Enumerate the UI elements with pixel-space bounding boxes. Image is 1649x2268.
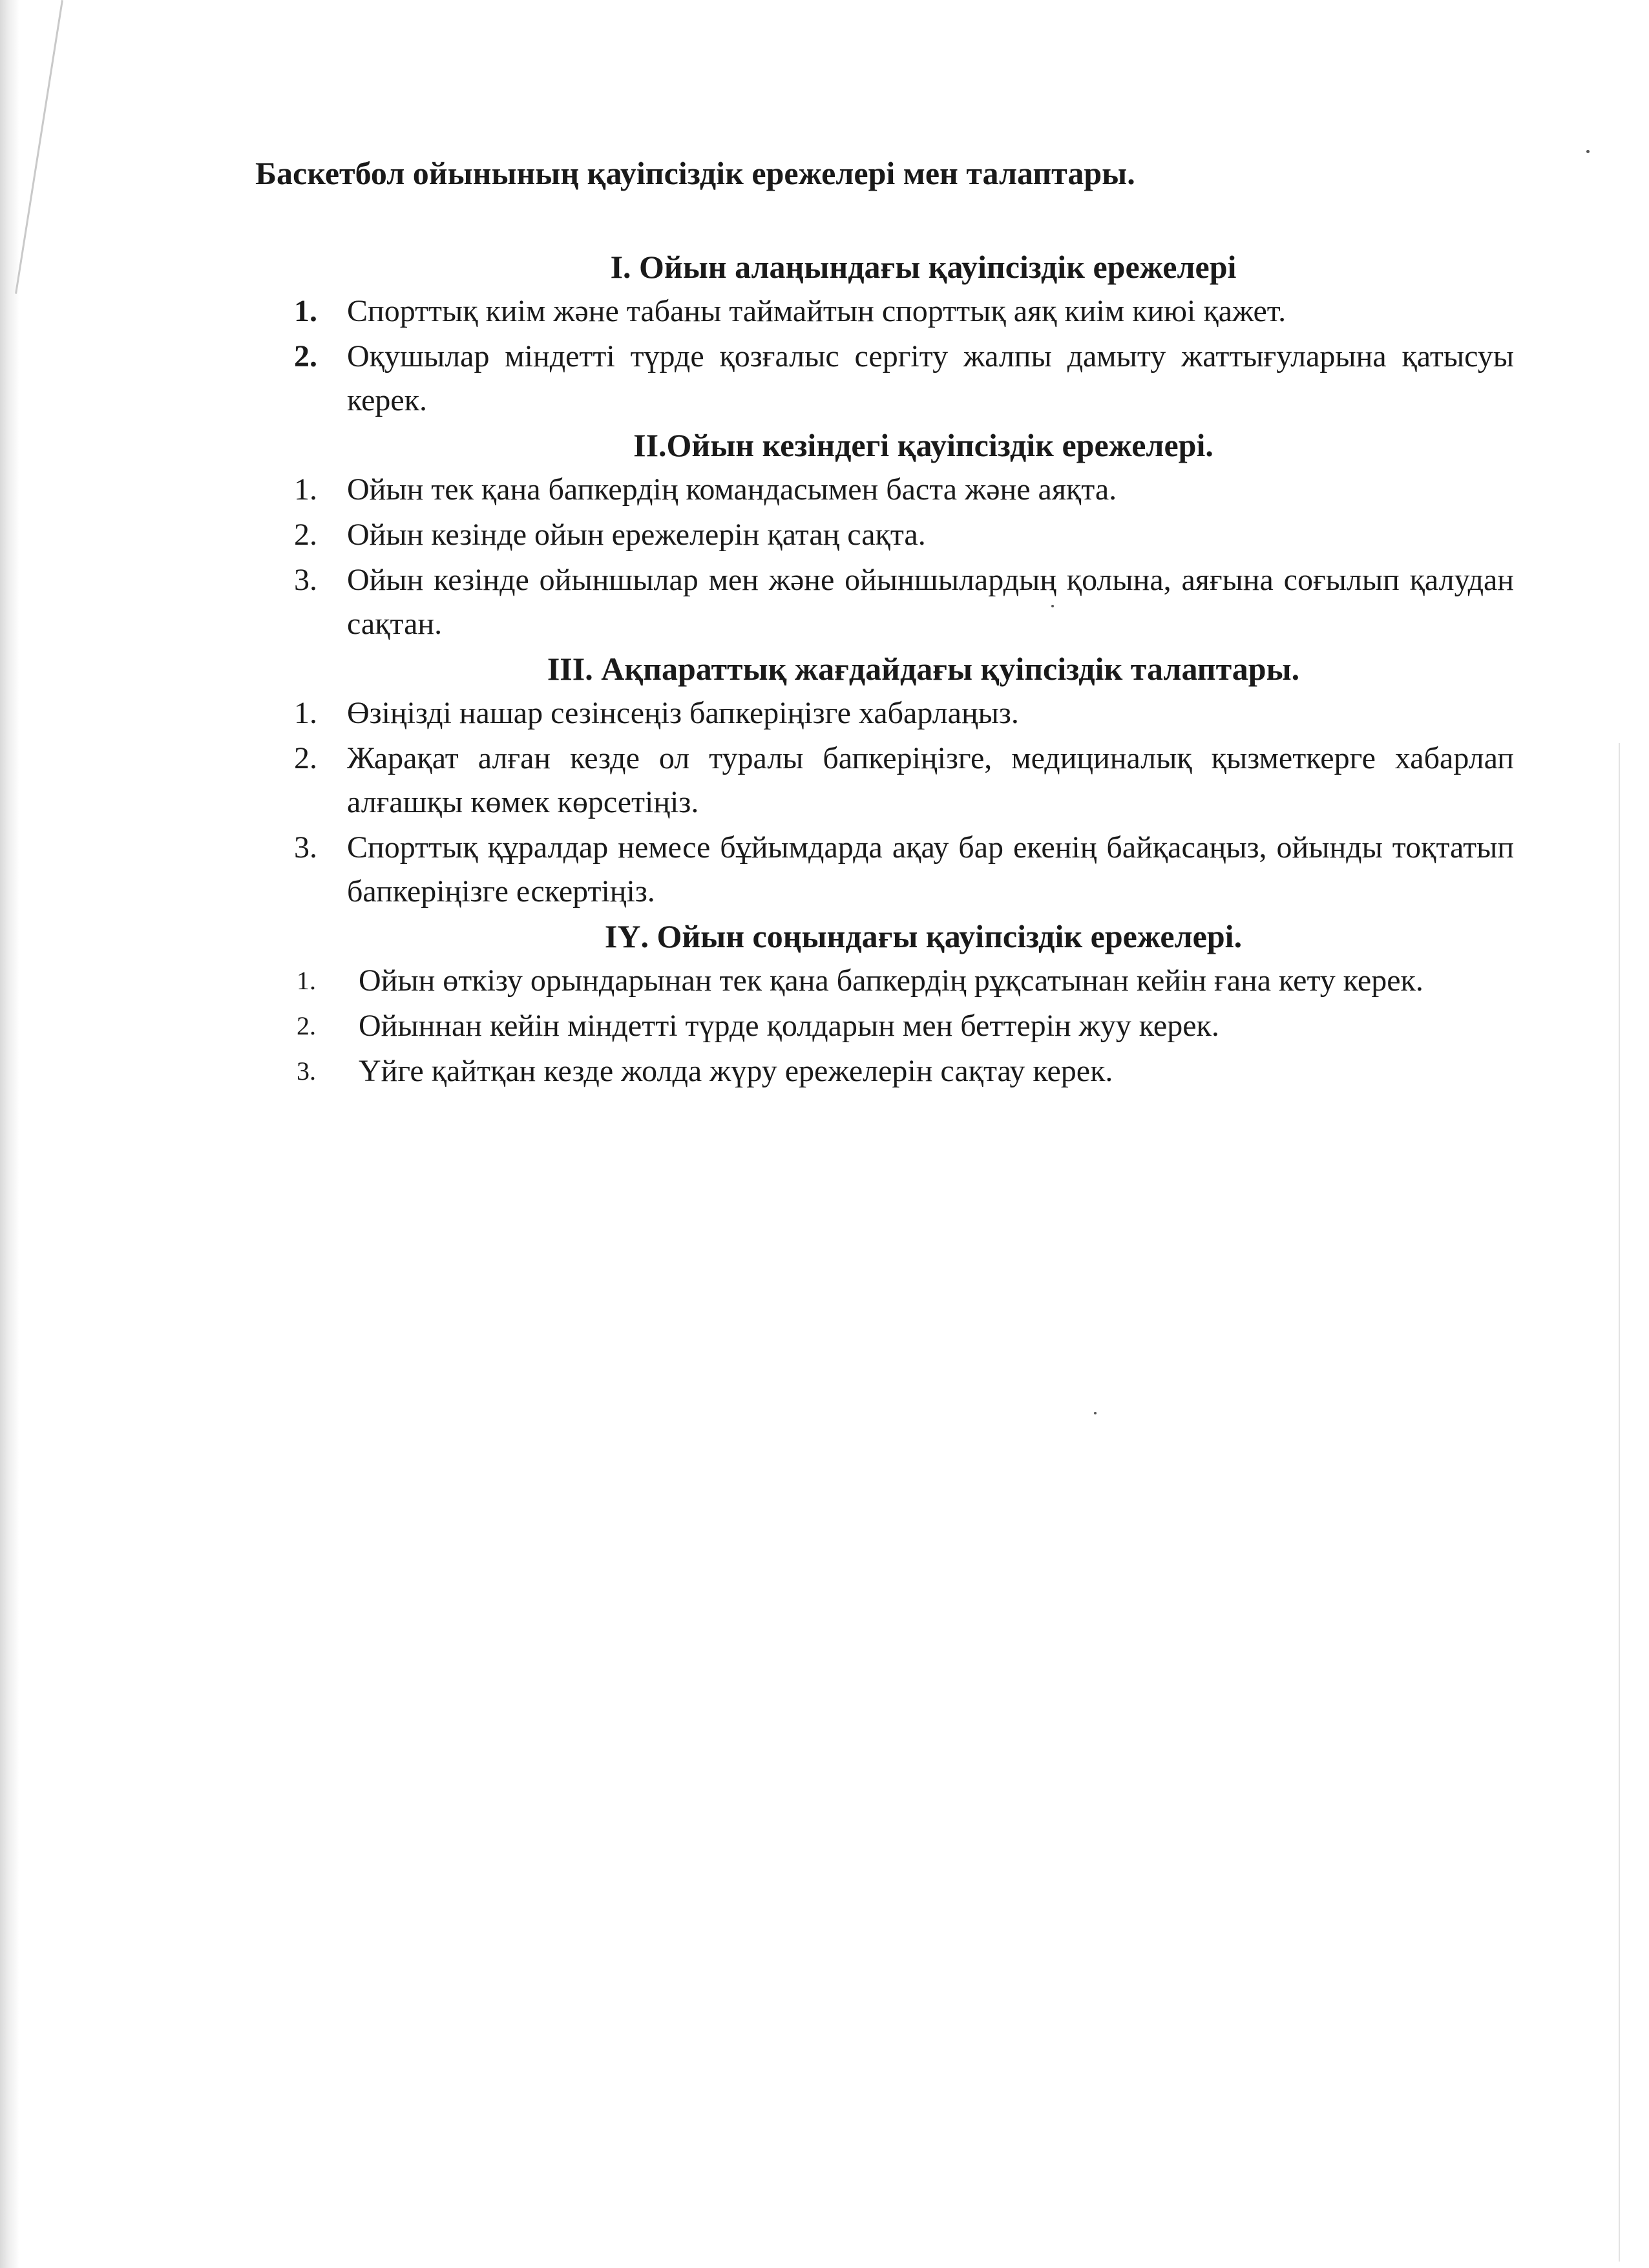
item-number: 3. bbox=[294, 563, 317, 597]
section-heading-2: ІІ.Ойын кезіндегі қауіпсіздік ережелері. bbox=[633, 427, 1213, 463]
scan-crease-mark bbox=[15, 0, 63, 294]
list-item bbox=[294, 1004, 1514, 1048]
list-item bbox=[294, 289, 1514, 333]
section-heading-3: ІІІ. Ақпараттық жағдайдағы қуіпсіздік талаптары. bbox=[547, 651, 1300, 687]
item-text: Өзіңізді нашар сезінсеңіз бапкеріңізге хабарлаңыз. bbox=[347, 696, 1019, 730]
item-number: 3. bbox=[297, 1056, 316, 1086]
item-text: Жарақат алған кезде ол туралы бапкеріңізге, медициналық қызметкерге хабарлап алғашқы көмек көрсетіңіз. bbox=[347, 741, 1514, 819]
list-item bbox=[294, 335, 1514, 423]
scan-speck bbox=[1586, 150, 1590, 153]
item-text: Ойын кезінде ойын ережелерін қатаң сақта. bbox=[347, 518, 926, 552]
item-number: 2. bbox=[294, 741, 317, 775]
list-item bbox=[294, 959, 1514, 1003]
rules-list-2 bbox=[294, 468, 1514, 646]
scan-speck bbox=[1094, 1412, 1097, 1414]
item-text: Спорттық құралдар немесе бұйымдарда ақау бар екенің байқасаңыз, ойынды тоқтатып бапкеріңізге ескертіңіз. bbox=[347, 830, 1514, 908]
item-number: 2. bbox=[297, 1011, 316, 1040]
item-number: 1. bbox=[294, 294, 317, 328]
document-body bbox=[294, 244, 1514, 1093]
list-item bbox=[294, 558, 1514, 646]
item-number: 1. bbox=[294, 696, 317, 730]
item-number: 1. bbox=[294, 472, 317, 507]
list-item bbox=[294, 691, 1514, 735]
item-text: Үйге қайтқан кезде жолда жүру ережелерін сақтау керек. bbox=[359, 1054, 1113, 1088]
section-heading-4: ІҮ. Ойын соңындағы қауіпсіздік ережелері. bbox=[604, 918, 1243, 954]
scan-left-edge-shadow bbox=[0, 0, 19, 2268]
scan-right-edge-line bbox=[1619, 743, 1620, 2262]
list-item bbox=[294, 1049, 1514, 1093]
list-item bbox=[294, 468, 1514, 512]
item-text: Ойын кезінде ойыншылар мен және ойыншылардың қолына, аяғына соғылып қалудан сақтан. bbox=[347, 563, 1514, 641]
section-heading-1: І. Ойын алаңындағы қауіпсіздік ережелері bbox=[610, 249, 1237, 285]
item-text: Ойын өткізу орындарынан тек қана бапкердің рұқсатынан кейін ғана кету керек. bbox=[359, 963, 1423, 998]
item-number: 2. bbox=[294, 518, 317, 552]
item-text: Ойын тек қана бапкердің командасымен баста және аяқта. bbox=[347, 472, 1117, 507]
document-title: Баскетбол ойынының қауіпсіздік ережелері мен талаптары. bbox=[255, 155, 1135, 191]
rules-list-1 bbox=[294, 289, 1514, 423]
list-item bbox=[294, 513, 1514, 557]
item-text: Оқушылар міндетті түрде қозғалыс сергіту жалпы дамыту жаттығуларына қатысуы керек. bbox=[347, 339, 1514, 417]
list-item bbox=[294, 737, 1514, 824]
item-text: Спорттық киім және табаны таймайтын спорттық аяқ киім киюі қажет. bbox=[347, 294, 1287, 328]
item-number: 1. bbox=[297, 966, 316, 995]
item-text: Ойыннан кейін міндетті түрде қолдарын мен беттерін жуу керек. bbox=[359, 1009, 1219, 1043]
item-number: 3. bbox=[294, 830, 317, 865]
rules-list-4 bbox=[294, 959, 1514, 1093]
rules-list-3 bbox=[294, 691, 1514, 914]
list-item bbox=[294, 826, 1514, 914]
item-number: 2. bbox=[294, 339, 317, 373]
